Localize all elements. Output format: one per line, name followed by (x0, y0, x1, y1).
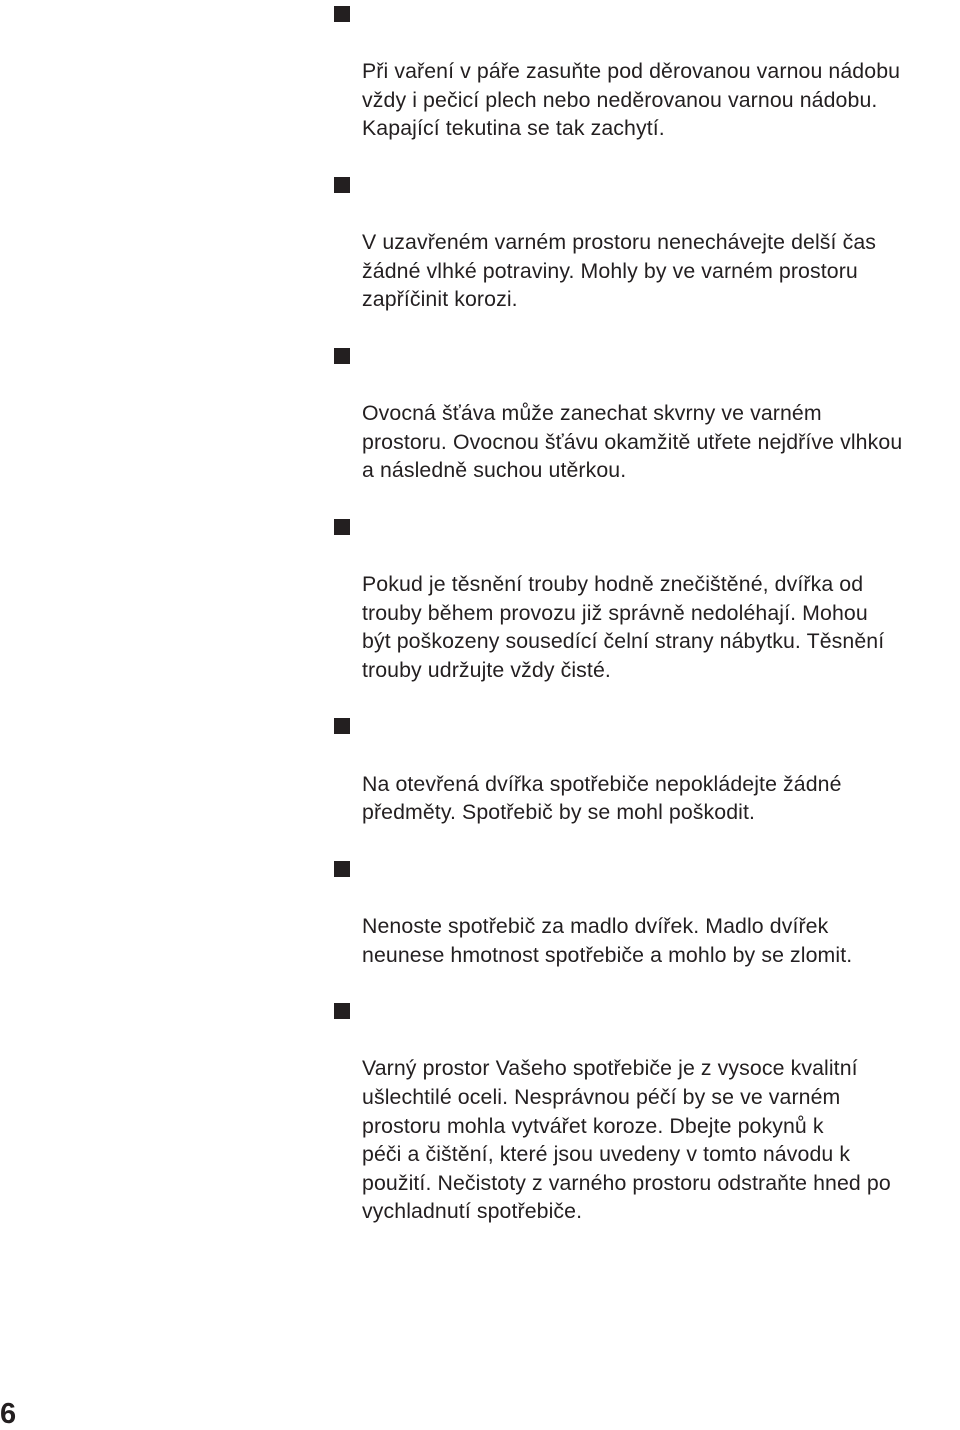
square-bullet-icon (334, 6, 350, 22)
bullet-item (334, 171, 960, 314)
bullet-item (334, 342, 960, 485)
bullet-text: Při vaření v páře zasuňte pod děrovanou varnou nádobu vždy i pečicí plech nebo neděrovanou varnou nádobu. Kapající tekutina se tak zachytí. (362, 59, 901, 141)
bullet-text: Nenoste spotřebič za madlo dvířek. Madlo dvířek neunese hmotnost spotřebiče a mohlo by se zlomit. (362, 914, 853, 967)
square-bullet-icon (334, 861, 350, 877)
bullet-text: Na otevřená dvířka spotřebiče nepokládejte žádné předměty. Spotřebič by se mohl poškodit. (362, 771, 842, 825)
bullet-item (334, 712, 960, 826)
bullet-text: Pokud je těsnění trouby hodně znečištěné, dvířka od trouby během provozu již správně nedoléhají. Mohou být poškozeny sousedící čelní strany nábytku. Těsnění trouby udržujte vždy čisté. (362, 572, 885, 682)
square-bullet-icon (334, 1003, 350, 1019)
square-bullet-icon (334, 718, 350, 734)
square-bullet-icon (334, 177, 350, 193)
bullet-item (334, 513, 960, 685)
bullet-item (334, 0, 960, 143)
bullet-list (334, 0, 960, 1254)
square-bullet-icon (334, 348, 350, 364)
bullet-item (334, 997, 960, 1226)
bullet-item (334, 855, 960, 969)
bullet-text: Varný prostor Vašeho spotřebiče je z vysoce kvalitní ušlechtilé oceli. Nesprávnou péčí by se ve varném prostoru mohla vytvářet koroze. Dbejte pokynů k péči a čištění, které jsou uvedeny v tomto návodu k použití. Nečistoty z varného prostoru odstraňte hned po vychladnutí spotřebiče. (362, 1056, 891, 1224)
page-number: 6 (0, 1398, 17, 1430)
bullet-text: V uzavřeném varném prostoru nenechávejte delší čas žádné vlhké potraviny. Mohly by ve varném prostoru zapříčinit korozi. (362, 230, 877, 312)
bullet-text: Ovocná šťáva může zanechat skvrny ve varném prostoru. Ovocnou šťávu okamžitě utřete nejdříve vlhkou a následně suchou utěrkou. (362, 401, 903, 483)
square-bullet-icon (334, 519, 350, 535)
